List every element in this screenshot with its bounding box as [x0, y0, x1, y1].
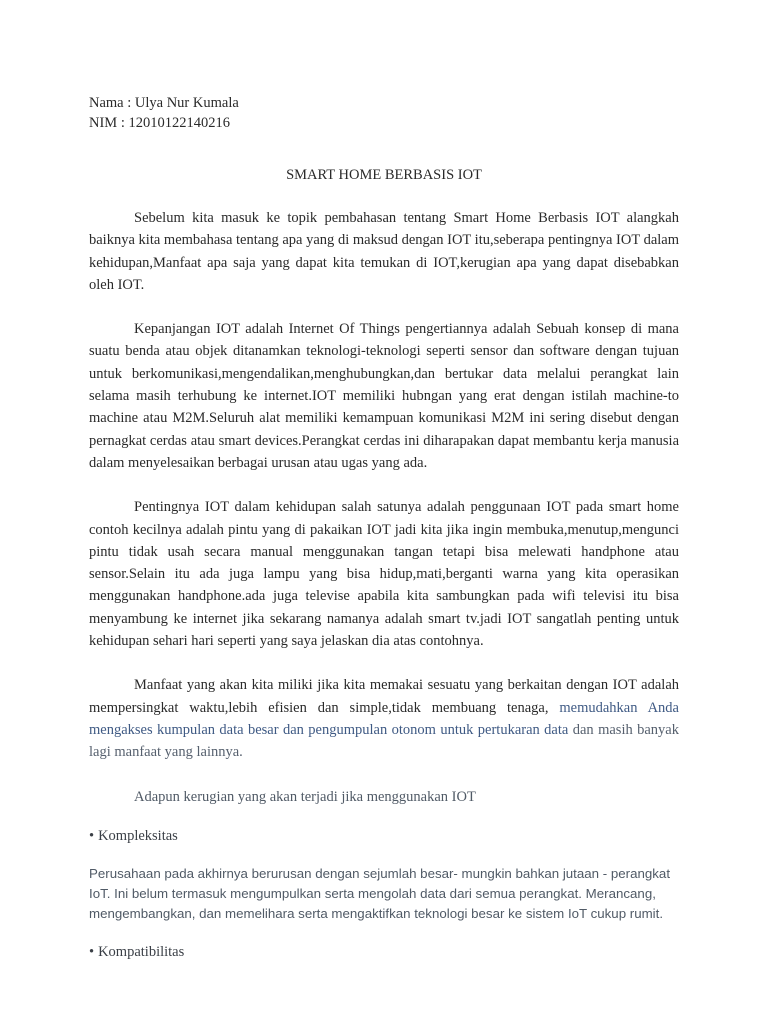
complexity-text: Perusahaan pada akhirnya berurusan dengan sejumlah besar- mungkin bahkan jutaan - perangkat IoT. Ini belum termasuk mengumpulkan serta mengolah data dari semua perangkat. Merancang, mengembangkan, dan memelihara serta mengaktifkan teknologi besar ke sistem IoT cukup rumit.: [89, 865, 671, 921]
paragraph-intro: Sebelum kita masuk ke topik pembahasan tentang Smart Home Berbasis IOT alangkah baiknya kita membahasa tentang apa yang di maksud dengan IOT itu,seberapa pentingnya IOT dalam kehidupan,Manfaat apa saja yang dapat kita temukan di IOT,kerugian apa yang dapat disebabkan oleh IOT.: [89, 210, 679, 293]
bullet-compatibility: [89, 942, 679, 962]
document-title: SMART HOME BERBASIS IOT: [286, 167, 482, 183]
benefits-text: Manfaat yang akan kita miliki jika kita memakai sesuatu yang berkaitan dengan IOT adalah mempersingkat waktu,lebih efisien dan simple,tidak membuang tenaga,: [89, 677, 679, 716]
paragraph-importance: Pentingnya IOT dalam kehidupan salah satunya adalah penggunaan IOT pada smart home contoh kecilnya adalah pintu yang di pakaikan IOT jadi kita jika ingin membuka,menutup,mengunci pintu tidak usah secara manual menggunakan tangan tetapi bisa melewati handphone atau sensor.Selain itu ada juga lampu yang bisa hidup,mati,berganti warna yang kita operasikan menggunakan handphone.ada juga televise apabila kita sambungkan pada wifi televisi itu bisa menyambung ke internet jika sekarang namanya adalah smart tv.jadi IOT sangatlah penting untuk kehidupan sehari hari seperti yang saya jelaskan dia atas contohnya.: [89, 499, 679, 650]
bullet-dot-icon: •: [89, 827, 95, 844]
bullet-dot-icon: •: [89, 943, 95, 960]
name-line: Nama : Ulya Nur Kumala: [89, 95, 239, 111]
benefits-quote: memudahkan Anda mengakses kumpulan data besar dan pengumpulan otonom untuk pertukaran data: [89, 699, 679, 738]
benefits-tail: dan masih banyak lagi manfaat yang lainnya.: [89, 721, 679, 761]
bullet-complexity: [89, 826, 679, 846]
disadvantages-intro: Adapun kerugian yang akan terjadi jika menggunakan IOT: [134, 788, 476, 805]
bullet-complexity-label: Kompleksitas: [98, 827, 178, 844]
bullet-compatibility-label: Kompatibilitas: [98, 943, 185, 960]
paragraph-benefits: [89, 674, 679, 763]
nim-line: NIM : 12010122140216: [89, 115, 230, 131]
paragraph-definition: Kepanjangan IOT adalah Internet Of Things pengertiannya adalah Sebuah konsep di mana suatu benda atau objek ditanamkan teknologi-teknologi seperti sensor dan software dengan tujuan untuk berkomunikasi,mengendalikan,menghubungkan,dan bertukar data melalui perangkat lain selama masih terhubung ke internet.IOT memiliki hubngan yang erat dengan istilah machine-to machine atau M2M.Seluruh alat memiliki kemampuan komunikasi M2M ini sering disebut dengan pernagkat cerdas atau smart devices.Perangkat cerdas ini diharapakan dapat membantu kerja manusia dalam menyelesaikan berbagai urusan atau ugas yang ada.: [89, 321, 679, 471]
